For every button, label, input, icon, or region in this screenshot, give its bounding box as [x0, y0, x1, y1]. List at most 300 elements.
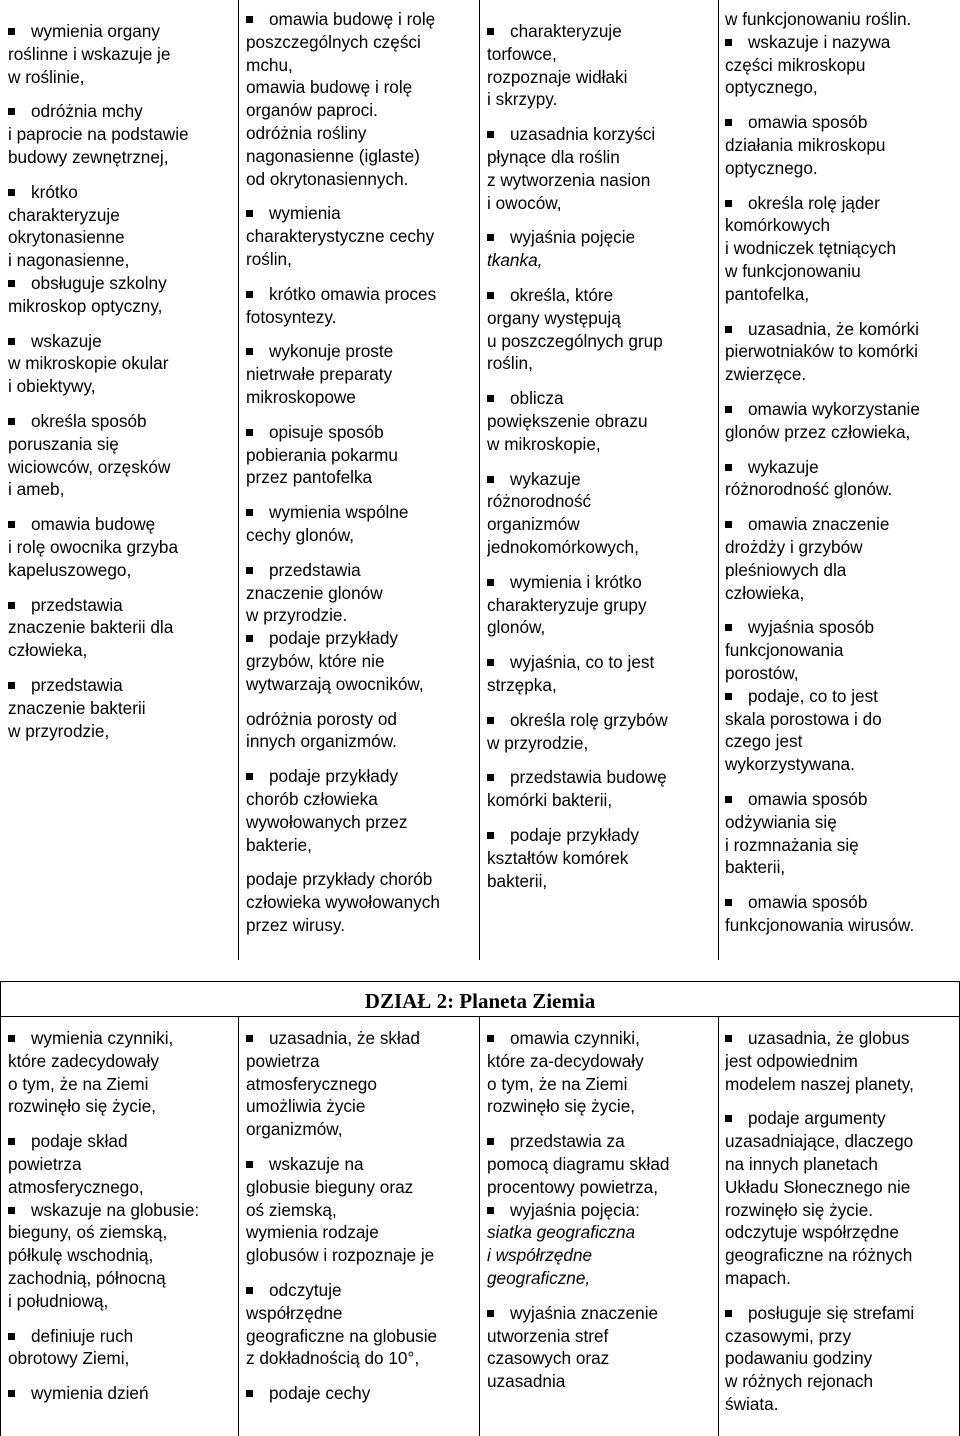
text-line	[487, 651, 717, 674]
bullet-icon	[8, 521, 15, 528]
text: wymienia i krótko	[510, 571, 642, 592]
text-line	[8, 375, 236, 398]
text: wywołowanych przez	[246, 811, 408, 832]
bullet-icon	[487, 1035, 494, 1042]
text: i obiektywy,	[8, 376, 96, 397]
text: posługuje się strefami	[748, 1302, 915, 1323]
text: bieguny, oś ziemską,	[8, 1222, 168, 1243]
table-top-border	[0, 981, 960, 982]
text-line	[246, 501, 478, 524]
text: drożdży i grzybów	[725, 536, 863, 557]
text-line	[725, 214, 959, 237]
top-column-2	[246, 8, 478, 958]
text: siatka geograficzna	[487, 1222, 636, 1243]
text: oblicza	[510, 388, 564, 409]
bullet-icon	[487, 717, 494, 724]
column-divider	[718, 1016, 719, 1436]
text: Układu Słonecznego nie	[725, 1176, 911, 1197]
text-line	[487, 387, 717, 410]
text: płynące dla roślin	[487, 146, 620, 167]
text-line	[487, 490, 717, 513]
bullet-icon	[246, 348, 253, 355]
text: wykazuje	[748, 456, 819, 477]
bullet-icon	[487, 234, 494, 241]
text: krótko	[31, 181, 78, 202]
text-line	[725, 54, 959, 77]
text-line	[487, 20, 717, 43]
list-item	[8, 330, 236, 398]
text: komórki bakterii,	[487, 790, 613, 811]
text-line	[725, 1027, 959, 1050]
bullet-icon	[8, 28, 15, 35]
text-line	[725, 421, 959, 444]
text-line	[725, 914, 959, 937]
text-line	[8, 352, 236, 375]
text-line	[487, 1176, 717, 1199]
text-line	[246, 283, 478, 306]
text: z dokładnością do 10°,	[246, 1348, 420, 1369]
list-item	[246, 501, 478, 547]
text: odróżnia rośliny	[246, 122, 367, 143]
text: odczytuje	[269, 1279, 342, 1300]
text: budowy zewnętrznej,	[8, 146, 169, 167]
list-item	[246, 1027, 478, 1141]
text-line	[246, 788, 478, 811]
text: wykorzystywana.	[725, 754, 855, 775]
text: człowieka wywołowanych	[246, 892, 440, 913]
text-line	[246, 1176, 478, 1199]
text-line	[487, 249, 717, 272]
bullet-icon	[8, 1333, 15, 1340]
text-line	[487, 43, 717, 66]
text: wyjaśnia pojęcia:	[510, 1199, 640, 1220]
text-line	[487, 1153, 717, 1176]
text-line	[246, 765, 478, 788]
text: człowieka,	[725, 582, 805, 603]
text: i paprocie na podstawie	[8, 124, 189, 145]
bullet-icon	[725, 39, 732, 46]
text-line	[246, 914, 478, 937]
text: innych organizmów.	[246, 731, 397, 752]
bullet-icon	[8, 1390, 15, 1397]
list-item	[8, 1325, 236, 1371]
text-line	[246, 1279, 478, 1302]
text-line	[487, 847, 717, 870]
text: określa rolę grzybów	[510, 709, 668, 730]
text-line	[246, 1027, 478, 1050]
text: z wytworzenia nasion	[487, 169, 651, 190]
text-line	[246, 868, 478, 891]
text: bakterie,	[246, 834, 312, 855]
list-item	[246, 8, 478, 76]
text: określa, które	[510, 284, 614, 305]
list-item	[246, 202, 478, 270]
text-line	[487, 352, 717, 375]
text: mikroskop optyczny,	[8, 295, 163, 316]
text: i wodniczek tętniących	[725, 238, 897, 259]
text-line	[246, 444, 478, 467]
text: współrzędne	[246, 1302, 343, 1323]
text: określa rolę jąder	[748, 192, 880, 213]
text: bakterii,	[725, 857, 786, 878]
text: podaje skład	[31, 1131, 128, 1152]
text-line	[725, 685, 959, 708]
text: grzybów, które nie	[246, 650, 385, 671]
text-line	[8, 720, 236, 743]
bullet-icon	[725, 624, 732, 631]
text-line	[487, 870, 717, 893]
text: roślinne i wskazuje je	[8, 43, 171, 64]
list-item	[725, 788, 959, 879]
bullet-icon	[725, 464, 732, 471]
text: zachodnią, północną	[8, 1267, 166, 1288]
text-line	[487, 1199, 717, 1222]
text: chorób człowieka	[246, 788, 378, 809]
text: rozwinęło się życie,	[487, 1096, 636, 1117]
bullet-icon	[246, 429, 253, 436]
list-item	[246, 708, 478, 754]
text: nietrwałe preparaty	[246, 364, 393, 385]
text: u poszczególnych grup	[487, 330, 663, 351]
text-line	[487, 88, 717, 111]
text-line	[246, 31, 478, 54]
text-line	[725, 730, 959, 753]
text: podaje, co to jest	[748, 685, 878, 706]
text: uzasadnia, że globus	[748, 1028, 910, 1048]
text: wytwarzają owocników,	[246, 673, 424, 694]
text: poszczególnych części	[246, 31, 421, 52]
text-line	[246, 8, 478, 31]
list-item	[487, 1027, 717, 1118]
text-line	[487, 307, 717, 330]
text-line	[246, 340, 478, 363]
text-line	[487, 468, 717, 491]
list-item	[8, 181, 236, 272]
text: strzępka,	[487, 674, 557, 695]
text-line	[487, 169, 717, 192]
list-item	[487, 1302, 717, 1393]
bullet-icon	[8, 280, 15, 287]
text: bakterii,	[487, 870, 548, 891]
text: czasowymi, przy	[725, 1325, 852, 1346]
text-line	[725, 639, 959, 662]
list-item	[487, 468, 717, 559]
text: charakterystyczne cechy	[246, 226, 435, 247]
text-line	[725, 856, 959, 879]
list-item	[725, 513, 959, 604]
text: wskazuje na	[269, 1153, 364, 1174]
list-item	[246, 421, 478, 489]
text: i ameb,	[8, 479, 65, 500]
list-item	[246, 283, 478, 329]
text-line	[725, 1176, 959, 1199]
text-line	[246, 145, 478, 168]
text-line	[725, 1073, 959, 1096]
text-line	[725, 1347, 959, 1370]
text-line	[246, 1302, 478, 1325]
bullet-icon	[725, 1035, 732, 1042]
bullet-icon	[487, 476, 494, 483]
bullet-icon	[725, 406, 732, 413]
text-line	[246, 76, 478, 99]
text: zwierzęce.	[725, 364, 807, 385]
bullet-icon	[246, 567, 253, 574]
text-line	[246, 1118, 478, 1141]
text-line	[487, 789, 717, 812]
text: określa sposób	[31, 410, 147, 431]
text: i południową,	[8, 1290, 109, 1311]
text-line	[725, 753, 959, 776]
text: opisuje sposób	[269, 421, 384, 442]
text: optycznego,	[725, 77, 818, 98]
text-line	[725, 1244, 959, 1267]
text-line	[725, 260, 959, 283]
list-item	[487, 571, 717, 639]
text-line	[246, 1073, 478, 1096]
text: omawia wykorzystanie	[748, 398, 920, 419]
bullet-icon	[8, 1035, 15, 1042]
text-line	[487, 410, 717, 433]
text: o tym, że na Ziemi	[487, 1073, 628, 1094]
list-item	[8, 1382, 236, 1405]
text-line	[8, 1244, 236, 1267]
text-line	[487, 616, 717, 639]
text: organizmów,	[246, 1119, 343, 1140]
column-divider	[718, 0, 719, 960]
bullet-icon	[246, 773, 253, 780]
text: omawia budowę i rolę	[269, 9, 436, 29]
text-line	[246, 1382, 478, 1405]
text: wiciowców, orzęsków	[8, 456, 171, 477]
text: podaje argumenty	[748, 1108, 886, 1129]
text: w różnych rejonach	[725, 1371, 874, 1392]
text: wymienia czynniki,	[31, 1028, 174, 1048]
list-item	[8, 513, 236, 581]
text: kapeluszowego,	[8, 559, 132, 580]
bullet-icon	[487, 292, 494, 299]
text: czasowych oraz	[487, 1348, 610, 1369]
bullet-icon	[725, 119, 732, 126]
text-line	[8, 181, 236, 204]
text-line	[8, 594, 236, 617]
list-item	[487, 709, 717, 755]
text-line	[8, 295, 236, 318]
text: uzasadniające, dlaczego	[725, 1131, 914, 1152]
text-line	[8, 513, 236, 536]
text-line	[246, 421, 478, 444]
list-item	[725, 1107, 959, 1289]
text: procentowy powietrza,	[487, 1176, 659, 1197]
text-line	[725, 1370, 959, 1393]
text: i owoców,	[487, 192, 562, 213]
text-line	[487, 123, 717, 146]
bullet-icon	[725, 899, 732, 906]
text-line	[725, 134, 959, 157]
bullet-icon	[246, 210, 253, 217]
list-item	[246, 1279, 478, 1370]
text-line	[487, 536, 717, 559]
text: charakteryzuje grupy	[487, 594, 647, 615]
text: znaczenie bakterii dla	[8, 617, 174, 638]
text-line	[246, 604, 478, 627]
text-line	[246, 1244, 478, 1267]
text: omawia sposób	[748, 788, 868, 809]
text-line	[487, 1302, 717, 1325]
text-line	[725, 1221, 959, 1244]
text-line	[725, 1107, 959, 1130]
text: o tym, że na Ziemi	[8, 1073, 149, 1094]
text-line	[246, 306, 478, 329]
text-line	[246, 559, 478, 582]
list-item	[725, 456, 959, 502]
bottom-column-2	[246, 1027, 478, 1435]
text-line	[246, 811, 478, 834]
list-item	[246, 1153, 478, 1267]
text-line	[246, 730, 478, 753]
column-divider	[479, 0, 480, 960]
list-item	[246, 1382, 478, 1405]
text: wyjaśnia sposób	[748, 617, 875, 638]
column-divider	[238, 0, 239, 960]
text-line	[246, 363, 478, 386]
text: przez wirusy.	[246, 914, 346, 935]
text-line	[725, 1153, 959, 1176]
text-line	[487, 226, 717, 249]
bullet-icon	[8, 682, 15, 689]
text-line	[8, 1199, 236, 1222]
text: poruszania się	[8, 433, 119, 454]
list-item	[246, 627, 478, 695]
text: organy występują	[487, 307, 621, 328]
text-line	[725, 1130, 959, 1153]
text: rozwinęło się życie,	[8, 1096, 157, 1117]
text-line	[725, 478, 959, 501]
text: przedstawia	[269, 559, 361, 580]
text: globusie bieguny oraz	[246, 1176, 414, 1197]
text: odróżnia porosty od	[246, 708, 397, 729]
text: rozpoznaje widłaki	[487, 66, 628, 87]
list-item	[725, 891, 959, 937]
text-line	[8, 1095, 236, 1118]
text: uzasadnia	[487, 1371, 566, 1392]
list-item	[246, 765, 478, 856]
text-line	[246, 524, 478, 547]
section-title: DZIAŁ 2: Planeta Ziemia	[364, 989, 596, 1013]
list-item	[487, 123, 717, 214]
list-item	[8, 272, 236, 318]
bullet-icon	[487, 28, 494, 35]
list-item	[487, 284, 717, 375]
text-line	[8, 1221, 236, 1244]
list-item	[487, 1130, 717, 1198]
text-line	[725, 788, 959, 811]
text-line	[8, 433, 236, 456]
text: omawia znaczenie	[748, 514, 890, 535]
text-line	[246, 248, 478, 271]
bullet-icon	[8, 418, 15, 425]
bullet-icon	[487, 774, 494, 781]
text: które zadecydowały	[8, 1050, 159, 1071]
text-line	[725, 708, 959, 731]
bottom-column-4	[725, 1027, 959, 1435]
text: pierwotniaków to komórki	[725, 341, 918, 362]
text: omawia czynniki,	[510, 1028, 640, 1048]
text-line	[246, 1221, 478, 1244]
text: pleśniowych dla	[725, 559, 847, 580]
text-line	[725, 157, 959, 180]
list-item	[487, 226, 717, 272]
text-line	[725, 283, 959, 306]
text: które za-decydowały	[487, 1050, 644, 1071]
column-divider	[479, 1016, 480, 1436]
text: atmosferycznego	[246, 1073, 377, 1094]
list-item	[8, 594, 236, 662]
text-line	[487, 433, 717, 456]
text-line	[487, 1027, 717, 1050]
text: wyjaśnia pojęcie	[510, 227, 636, 248]
text-line	[8, 43, 236, 66]
list-item	[487, 1199, 717, 1290]
text: oś ziemską,	[246, 1199, 337, 1220]
text-line	[246, 225, 478, 248]
text: definiuje ruch	[31, 1325, 134, 1346]
text: nagonasienne (iglaste)	[246, 145, 420, 166]
text: i rozmnażania się	[725, 834, 859, 855]
text-line	[725, 318, 959, 341]
text: skala porostowa i do	[725, 708, 882, 729]
text: człowieka,	[8, 640, 88, 661]
list-item	[487, 766, 717, 812]
text-line	[246, 627, 478, 650]
text: odróżnia mchy	[31, 101, 143, 122]
text-line	[487, 513, 717, 536]
text: przedstawia za	[510, 1131, 625, 1152]
bullet-icon	[246, 1161, 253, 1168]
text-line	[246, 99, 478, 122]
text: pobierania pokarmu	[246, 444, 398, 465]
bullet-icon	[487, 1310, 494, 1317]
text-line	[725, 536, 959, 559]
text-line	[8, 639, 236, 662]
text: świata.	[725, 1393, 779, 1414]
list-item	[8, 100, 236, 168]
bullet-icon	[8, 1207, 15, 1214]
text: modelem naszej planety,	[725, 1073, 914, 1094]
text-line	[8, 272, 236, 295]
bullet-icon	[246, 635, 253, 642]
text: i nagonasienne,	[8, 250, 130, 271]
list-item	[725, 1027, 959, 1095]
text-line	[725, 513, 959, 536]
text: powietrza	[246, 1050, 320, 1071]
text: w roślinie,	[8, 66, 85, 87]
text: wymienia rodzaje	[246, 1222, 379, 1243]
top-column-1	[8, 20, 236, 960]
bullet-icon	[246, 1390, 253, 1397]
list-item	[246, 76, 478, 190]
text: charakteryzuje	[8, 204, 120, 225]
bullet-icon	[8, 189, 15, 196]
text-line	[8, 20, 236, 43]
text: jest odpowiednim	[725, 1050, 858, 1071]
text-line	[487, 1325, 717, 1348]
text-line	[487, 732, 717, 755]
list-item	[487, 20, 717, 111]
text-line	[246, 1095, 478, 1118]
text: znaczenie bakterii	[8, 697, 146, 718]
bullet-icon	[246, 1287, 253, 1294]
text: podaje przykłady chorób	[246, 869, 433, 890]
